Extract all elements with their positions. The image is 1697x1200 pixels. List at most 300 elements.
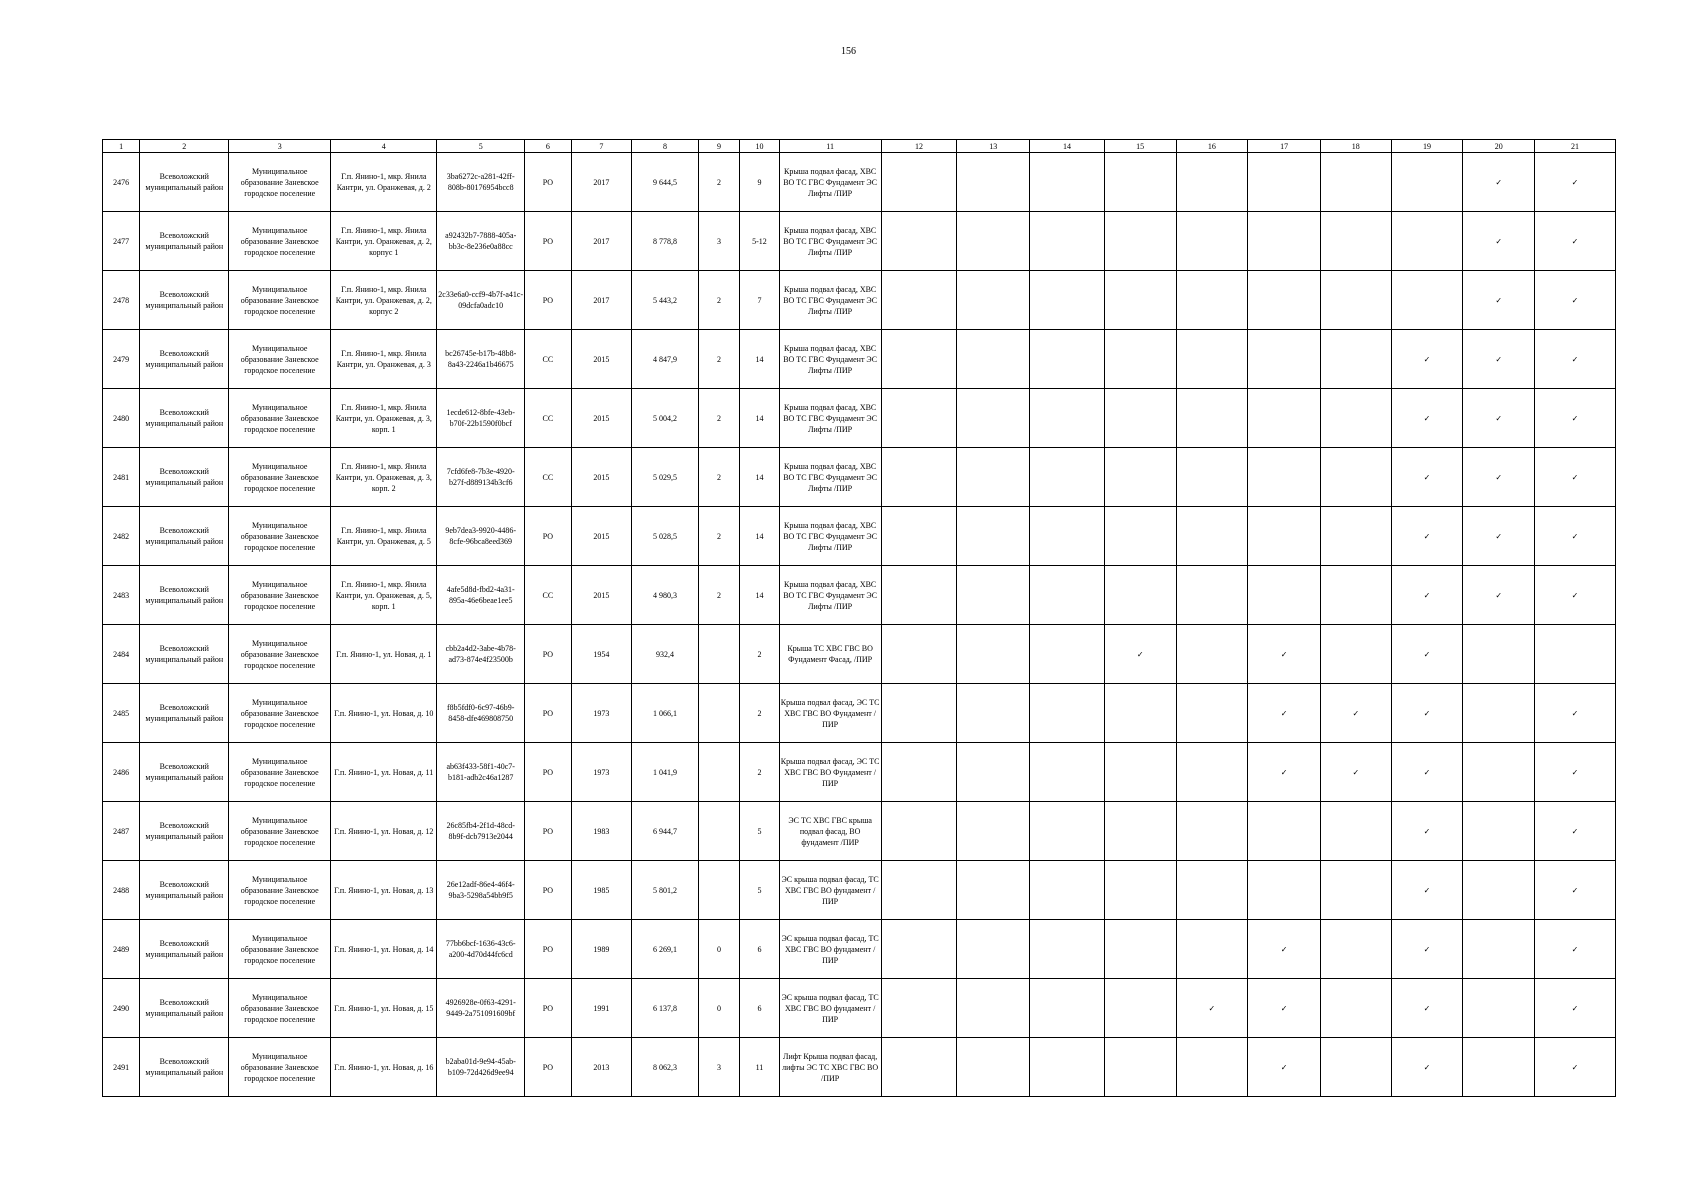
year-cell: 2015	[571, 566, 632, 625]
check-mark-cell: ✓	[1104, 625, 1176, 684]
empty-cell	[881, 920, 957, 979]
empty-cell	[1104, 861, 1176, 920]
district-cell: Всеволожский муниципальный район	[140, 979, 229, 1038]
empty-cell	[1030, 271, 1105, 330]
municipality-cell: Муниципальное образование Заневское городское поселение	[229, 743, 331, 802]
check-mark-cell: ✓	[1391, 625, 1463, 684]
empty-cell	[957, 448, 1030, 507]
empty-cell	[1176, 861, 1248, 920]
column-10-cell: 14	[740, 330, 779, 389]
column-9-cell: 2	[698, 153, 739, 212]
district-cell: Всеволожский муниципальный район	[140, 330, 229, 389]
year-cell: 1954	[571, 625, 632, 684]
check-mark-cell: ✓	[1535, 330, 1616, 389]
works-list-cell: ЭС ТС ХВС ГВС крыша подвал фасад, ВО фундамент /ПИР	[779, 802, 881, 861]
empty-cell	[957, 920, 1030, 979]
check-mark-cell: ✓	[1535, 684, 1616, 743]
area-cell: 4 847,9	[632, 330, 699, 389]
fias-code-cell: cbb2a4d2-3abe-4b78-ad73-874e4f23500b	[437, 625, 525, 684]
check-mark-cell: ✓	[1391, 507, 1463, 566]
empty-cell	[881, 271, 957, 330]
ownership-form-cell: РО	[525, 861, 571, 920]
municipality-cell: Муниципальное образование Заневское городское поселение	[229, 625, 331, 684]
empty-cell	[881, 861, 957, 920]
empty-cell	[1248, 212, 1321, 271]
address-cell: Г.п. Янино-1, мкр. Янила Кантри, ул. Оранжевая, д. 5, корп. 1	[331, 566, 437, 625]
fias-code-cell: 3ba6272c-a281-42ff-808b-80176954bcc8	[437, 153, 525, 212]
empty-cell	[1030, 448, 1105, 507]
table-row	[103, 448, 1616, 507]
column-9-cell: 0	[698, 979, 739, 1038]
address-cell: Г.п. Янино-1, ул. Новая, д. 12	[331, 802, 437, 861]
column-10-cell: 6	[740, 920, 779, 979]
ownership-form-cell: РО	[525, 271, 571, 330]
column-9-cell: 3	[698, 212, 739, 271]
empty-cell	[881, 153, 957, 212]
empty-cell	[1104, 153, 1176, 212]
column-header: 17	[1248, 140, 1321, 153]
column-9-cell: 0	[698, 920, 739, 979]
district-cell: Всеволожский муниципальный район	[140, 153, 229, 212]
empty-cell	[1176, 507, 1248, 566]
district-cell: Всеволожский муниципальный район	[140, 448, 229, 507]
works-list-cell: Крыша подвал фасад, ЭС ТС ХВС ГВС ВО Фундамент /ПИР	[779, 684, 881, 743]
area-cell: 5 443,2	[632, 271, 699, 330]
empty-cell	[1463, 861, 1535, 920]
empty-cell	[1463, 920, 1535, 979]
empty-cell	[1248, 330, 1321, 389]
empty-cell	[1176, 448, 1248, 507]
district-cell: Всеволожский муниципальный район	[140, 212, 229, 271]
check-mark-cell: ✓	[1248, 625, 1321, 684]
column-header: 8	[632, 140, 699, 153]
empty-cell	[1030, 625, 1105, 684]
works-list-cell: Крыша подвал фасад, ХВС ВО ТС ГВС Фундамент ЭС Лифты /ПИР	[779, 330, 881, 389]
check-mark-cell: ✓	[1463, 330, 1535, 389]
ownership-form-cell: РО	[525, 1038, 571, 1097]
table-row	[103, 684, 1616, 743]
row-number: 2483	[103, 566, 140, 625]
empty-cell	[1030, 920, 1105, 979]
empty-cell	[1391, 212, 1463, 271]
check-mark-cell: ✓	[1535, 802, 1616, 861]
year-cell: 2013	[571, 1038, 632, 1097]
check-mark-cell: ✓	[1535, 566, 1616, 625]
empty-cell	[1463, 979, 1535, 1038]
empty-cell	[957, 566, 1030, 625]
empty-cell	[1320, 153, 1391, 212]
column-header: 11	[779, 140, 881, 153]
column-9-cell	[698, 625, 739, 684]
check-mark-cell: ✓	[1391, 1038, 1463, 1097]
address-cell: Г.п. Янино-1, ул. Новая, д. 13	[331, 861, 437, 920]
fias-code-cell: 26e12adf-86e4-46f4-9ba3-5298a54bb9f5	[437, 861, 525, 920]
check-mark-cell: ✓	[1248, 920, 1321, 979]
empty-cell	[1320, 1038, 1391, 1097]
empty-cell	[881, 979, 957, 1038]
column-9-cell: 2	[698, 448, 739, 507]
empty-cell	[881, 1038, 957, 1097]
empty-cell	[881, 212, 957, 271]
row-number: 2486	[103, 743, 140, 802]
check-mark-cell: ✓	[1391, 920, 1463, 979]
column-10-cell: 5	[740, 861, 779, 920]
fias-code-cell: 26c85fb4-2f1d-48cd-8b9f-dcb7913e2044	[437, 802, 525, 861]
area-cell: 1 041,9	[632, 743, 699, 802]
table-row	[103, 212, 1616, 271]
row-number: 2490	[103, 979, 140, 1038]
column-9-cell	[698, 802, 739, 861]
check-mark-cell: ✓	[1320, 743, 1391, 802]
column-header: 3	[229, 140, 331, 153]
ownership-form-cell: СС	[525, 448, 571, 507]
empty-cell	[1030, 212, 1105, 271]
column-10-cell: 9	[740, 153, 779, 212]
row-number: 2477	[103, 212, 140, 271]
works-list-cell: Крыша подвал фасад, ХВС ВО ТС ГВС Фундамент ЭС Лифты /ПИР	[779, 389, 881, 448]
empty-cell	[957, 271, 1030, 330]
address-cell: Г.п. Янино-1, мкр. Янила Кантри, ул. Оранжевая, д. 3, корп. 2	[331, 448, 437, 507]
column-header: 7	[571, 140, 632, 153]
municipality-cell: Муниципальное образование Заневское городское поселение	[229, 861, 331, 920]
column-10-cell: 11	[740, 1038, 779, 1097]
address-cell: Г.п. Янино-1, ул. Новая, д. 10	[331, 684, 437, 743]
check-mark-cell: ✓	[1463, 271, 1535, 330]
empty-cell	[957, 979, 1030, 1038]
check-mark-cell: ✓	[1391, 448, 1463, 507]
column-10-cell: 5	[740, 802, 779, 861]
column-header: 9	[698, 140, 739, 153]
row-number: 2485	[103, 684, 140, 743]
area-cell: 5 029,5	[632, 448, 699, 507]
year-cell: 1991	[571, 979, 632, 1038]
empty-cell	[957, 861, 1030, 920]
column-10-cell: 14	[740, 389, 779, 448]
empty-cell	[1030, 1038, 1105, 1097]
area-cell: 5 004,2	[632, 389, 699, 448]
empty-cell	[1104, 271, 1176, 330]
empty-cell	[1030, 566, 1105, 625]
empty-cell	[881, 802, 957, 861]
check-mark-cell: ✓	[1176, 979, 1248, 1038]
empty-cell	[1176, 684, 1248, 743]
address-cell: Г.п. Янино-1, ул. Новая, д. 16	[331, 1038, 437, 1097]
area-cell: 1 066,1	[632, 684, 699, 743]
column-header: 10	[740, 140, 779, 153]
year-cell: 1983	[571, 802, 632, 861]
check-mark-cell: ✓	[1535, 861, 1616, 920]
address-cell: Г.п. Янино-1, мкр. Янила Кантри, ул. Оранжевая, д. 3	[331, 330, 437, 389]
check-mark-cell: ✓	[1535, 1038, 1616, 1097]
works-list-cell: ЭС крыша подвал фасад, ТС ХВС ГВС ВО фундамент /ПИР	[779, 861, 881, 920]
empty-cell	[1463, 743, 1535, 802]
row-number: 2481	[103, 448, 140, 507]
empty-cell	[1176, 389, 1248, 448]
empty-cell	[1320, 802, 1391, 861]
address-cell: Г.п. Янино-1, мкр. Янила Кантри, ул. Оранжевая, д. 2, корпус 1	[331, 212, 437, 271]
works-list-cell: Крыша подвал фасад, ХВС ВО ТС ГВС Фундамент ЭС Лифты /ПИР	[779, 448, 881, 507]
check-mark-cell: ✓	[1320, 684, 1391, 743]
ownership-form-cell: СС	[525, 566, 571, 625]
area-cell: 8 062,3	[632, 1038, 699, 1097]
empty-cell	[1176, 802, 1248, 861]
column-header: 21	[1535, 140, 1616, 153]
ownership-form-cell: РО	[525, 153, 571, 212]
municipality-cell: Муниципальное образование Заневское городское поселение	[229, 271, 331, 330]
table-row	[103, 153, 1616, 212]
table-row	[103, 743, 1616, 802]
column-10-cell: 6	[740, 979, 779, 1038]
check-mark-cell: ✓	[1535, 743, 1616, 802]
district-cell: Всеволожский муниципальный район	[140, 802, 229, 861]
empty-cell	[1030, 861, 1105, 920]
column-10-cell: 7	[740, 271, 779, 330]
works-list-cell: Крыша подвал фасад, ХВС ВО ТС ГВС Фундамент ЭС Лифты /ПИР	[779, 507, 881, 566]
ownership-form-cell: РО	[525, 684, 571, 743]
district-cell: Всеволожский муниципальный район	[140, 743, 229, 802]
empty-cell	[881, 684, 957, 743]
table-row	[103, 389, 1616, 448]
check-mark-cell: ✓	[1535, 212, 1616, 271]
check-mark-cell: ✓	[1535, 507, 1616, 566]
district-cell: Всеволожский муниципальный район	[140, 507, 229, 566]
works-list-cell: ЭС крыша подвал фасад, ТС ХВС ГВС ВО фундамент /ПИР	[779, 920, 881, 979]
ownership-form-cell: РО	[525, 507, 571, 566]
check-mark-cell: ✓	[1391, 330, 1463, 389]
ownership-form-cell: РО	[525, 212, 571, 271]
address-cell: Г.п. Янино-1, ул. Новая, д. 14	[331, 920, 437, 979]
check-mark-cell: ✓	[1248, 979, 1321, 1038]
row-number: 2491	[103, 1038, 140, 1097]
fias-code-cell: a92432b7-7888-405a-bb3c-8e236e0a88cc	[437, 212, 525, 271]
empty-cell	[1176, 1038, 1248, 1097]
municipality-cell: Муниципальное образование Заневское городское поселение	[229, 802, 331, 861]
empty-cell	[1030, 743, 1105, 802]
empty-cell	[1320, 566, 1391, 625]
empty-cell	[1030, 684, 1105, 743]
check-mark-cell: ✓	[1463, 448, 1535, 507]
check-mark-cell: ✓	[1248, 1038, 1321, 1097]
table-row	[103, 920, 1616, 979]
works-list-cell: Крыша подвал фасад, ХВС ВО ТС ГВС Фундамент ЭС Лифты /ПИР	[779, 153, 881, 212]
column-9-cell: 2	[698, 330, 739, 389]
table-row	[103, 271, 1616, 330]
area-cell: 5 028,5	[632, 507, 699, 566]
fias-code-cell: bc26745e-b17b-48b8-8a43-2246a1b46675	[437, 330, 525, 389]
district-cell: Всеволожский муниципальный район	[140, 389, 229, 448]
empty-cell	[957, 625, 1030, 684]
ownership-form-cell: СС	[525, 330, 571, 389]
empty-cell	[1176, 153, 1248, 212]
year-cell: 2015	[571, 507, 632, 566]
fias-code-cell: 9eb7dea3-9920-4486-8cfe-96bca8eed369	[437, 507, 525, 566]
ownership-form-cell: РО	[525, 625, 571, 684]
empty-cell	[957, 389, 1030, 448]
works-list-cell: Крыша подвал фасад, ХВС ВО ТС ГВС Фундамент ЭС Лифты /ПИР	[779, 566, 881, 625]
empty-cell	[1248, 153, 1321, 212]
column-9-cell	[698, 861, 739, 920]
empty-cell	[1320, 212, 1391, 271]
check-mark-cell: ✓	[1391, 566, 1463, 625]
empty-cell	[1248, 448, 1321, 507]
empty-cell	[881, 507, 957, 566]
municipality-cell: Муниципальное образование Заневское городское поселение	[229, 448, 331, 507]
empty-cell	[1176, 920, 1248, 979]
year-cell: 2015	[571, 330, 632, 389]
year-cell: 2017	[571, 271, 632, 330]
row-number: 2476	[103, 153, 140, 212]
row-number: 2488	[103, 861, 140, 920]
table-row	[103, 507, 1616, 566]
address-cell: Г.п. Янино-1, мкр. Янила Кантри, ул. Оранжевая, д. 5	[331, 507, 437, 566]
check-mark-cell: ✓	[1248, 743, 1321, 802]
check-mark-cell: ✓	[1535, 153, 1616, 212]
column-9-cell	[698, 684, 739, 743]
district-cell: Всеволожский муниципальный район	[140, 920, 229, 979]
area-cell: 6 269,1	[632, 920, 699, 979]
column-10-cell: 14	[740, 507, 779, 566]
empty-cell	[1176, 330, 1248, 389]
empty-cell	[1391, 271, 1463, 330]
table-row	[103, 1038, 1616, 1097]
district-cell: Всеволожский муниципальный район	[140, 684, 229, 743]
empty-cell	[1248, 271, 1321, 330]
empty-cell	[1320, 448, 1391, 507]
area-cell: 8 778,8	[632, 212, 699, 271]
works-list-cell: Крыша подвал фасад, ЭС ТС ХВС ГВС ВО Фундамент /ПИР	[779, 743, 881, 802]
empty-cell	[1535, 625, 1616, 684]
empty-cell	[1320, 861, 1391, 920]
column-header: 20	[1463, 140, 1535, 153]
column-header: 2	[140, 140, 229, 153]
check-mark-cell: ✓	[1463, 212, 1535, 271]
year-cell: 1985	[571, 861, 632, 920]
empty-cell	[881, 625, 957, 684]
empty-cell	[1176, 625, 1248, 684]
empty-cell	[1030, 389, 1105, 448]
municipality-cell: Муниципальное образование Заневское городское поселение	[229, 1038, 331, 1097]
empty-cell	[1463, 1038, 1535, 1097]
empty-cell	[1104, 743, 1176, 802]
fias-code-cell: 1ecde612-8bfe-43eb-b70f-22b1590f0bcf	[437, 389, 525, 448]
empty-cell	[1248, 566, 1321, 625]
check-mark-cell: ✓	[1535, 448, 1616, 507]
empty-cell	[957, 743, 1030, 802]
empty-cell	[1104, 566, 1176, 625]
empty-cell	[881, 448, 957, 507]
check-mark-cell: ✓	[1463, 153, 1535, 212]
address-cell: Г.п. Янино-1, ул. Новая, д. 15	[331, 979, 437, 1038]
empty-cell	[957, 507, 1030, 566]
year-cell: 1989	[571, 920, 632, 979]
ownership-form-cell: СС	[525, 389, 571, 448]
fias-code-cell: b2aba01d-9e94-45ab-b109-72d426d9ee94	[437, 1038, 525, 1097]
column-header: 5	[437, 140, 525, 153]
empty-cell	[881, 566, 957, 625]
fias-code-cell: 4afe5d8d-fbd2-4a31-895a-46e6beae1ee5	[437, 566, 525, 625]
year-cell: 1973	[571, 684, 632, 743]
year-cell: 2017	[571, 212, 632, 271]
district-cell: Всеволожский муниципальный район	[140, 271, 229, 330]
row-number: 2482	[103, 507, 140, 566]
fias-code-cell: 2c33e6a0-ccf9-4b7f-a41c-09dcfa0adc10	[437, 271, 525, 330]
district-cell: Всеволожский муниципальный район	[140, 625, 229, 684]
empty-cell	[1320, 920, 1391, 979]
check-mark-cell: ✓	[1535, 389, 1616, 448]
address-cell: Г.п. Янино-1, мкр. Янила Кантри, ул. Оранжевая, д. 2, корпус 2	[331, 271, 437, 330]
empty-cell	[1391, 153, 1463, 212]
check-mark-cell: ✓	[1391, 684, 1463, 743]
area-cell: 932,4	[632, 625, 699, 684]
empty-cell	[1176, 271, 1248, 330]
year-cell: 2015	[571, 389, 632, 448]
works-list-cell: ЭС крыша подвал фасад, ТС ХВС ГВС ВО фундамент /ПИР	[779, 979, 881, 1038]
empty-cell	[1104, 802, 1176, 861]
empty-cell	[1320, 330, 1391, 389]
housing-register-table	[102, 139, 1616, 1097]
fias-code-cell: 4926928e-0f63-4291-9449-2a751091609bf	[437, 979, 525, 1038]
empty-cell	[1104, 920, 1176, 979]
empty-cell	[1176, 212, 1248, 271]
empty-cell	[1176, 566, 1248, 625]
check-mark-cell: ✓	[1248, 684, 1321, 743]
empty-cell	[1320, 389, 1391, 448]
empty-cell	[1320, 625, 1391, 684]
empty-cell	[1248, 861, 1321, 920]
district-cell: Всеволожский муниципальный район	[140, 1038, 229, 1097]
area-cell: 9 644,5	[632, 153, 699, 212]
ownership-form-cell: РО	[525, 802, 571, 861]
row-number: 2487	[103, 802, 140, 861]
column-header: 18	[1320, 140, 1391, 153]
municipality-cell: Муниципальное образование Заневское городское поселение	[229, 330, 331, 389]
column-9-cell: 2	[698, 271, 739, 330]
ownership-form-cell: РО	[525, 743, 571, 802]
municipality-cell: Муниципальное образование Заневское городское поселение	[229, 979, 331, 1038]
empty-cell	[1104, 448, 1176, 507]
table-row	[103, 861, 1616, 920]
area-cell: 6 944,7	[632, 802, 699, 861]
district-cell: Всеволожский муниципальный район	[140, 566, 229, 625]
empty-cell	[1463, 802, 1535, 861]
column-header: 4	[331, 140, 437, 153]
row-number: 2480	[103, 389, 140, 448]
address-cell: Г.п. Янино-1, мкр. Янила Кантри, ул. Оранжевая, д. 2	[331, 153, 437, 212]
column-10-cell: 14	[740, 566, 779, 625]
empty-cell	[1320, 979, 1391, 1038]
empty-cell	[1104, 1038, 1176, 1097]
empty-cell	[1104, 212, 1176, 271]
column-9-cell: 3	[698, 1038, 739, 1097]
works-list-cell: Лифт Крыша подвал фасад, лифты ЭС ТС ХВС ГВС ВО /ПИР	[779, 1038, 881, 1097]
check-mark-cell: ✓	[1463, 507, 1535, 566]
column-10-cell: 2	[740, 743, 779, 802]
page-number: 156	[841, 46, 856, 57]
column-header: 14	[1030, 140, 1105, 153]
column-10-cell: 5-12	[740, 212, 779, 271]
empty-cell	[1176, 743, 1248, 802]
empty-cell	[1104, 684, 1176, 743]
column-9-cell	[698, 743, 739, 802]
fias-code-cell: 7cfd6fe8-7b3e-4920-b27f-d889134b3cf6	[437, 448, 525, 507]
column-header: 15	[1104, 140, 1176, 153]
empty-cell	[1030, 507, 1105, 566]
empty-cell	[957, 153, 1030, 212]
check-mark-cell: ✓	[1463, 389, 1535, 448]
check-mark-cell: ✓	[1391, 389, 1463, 448]
check-mark-cell: ✓	[1391, 743, 1463, 802]
empty-cell	[1104, 330, 1176, 389]
